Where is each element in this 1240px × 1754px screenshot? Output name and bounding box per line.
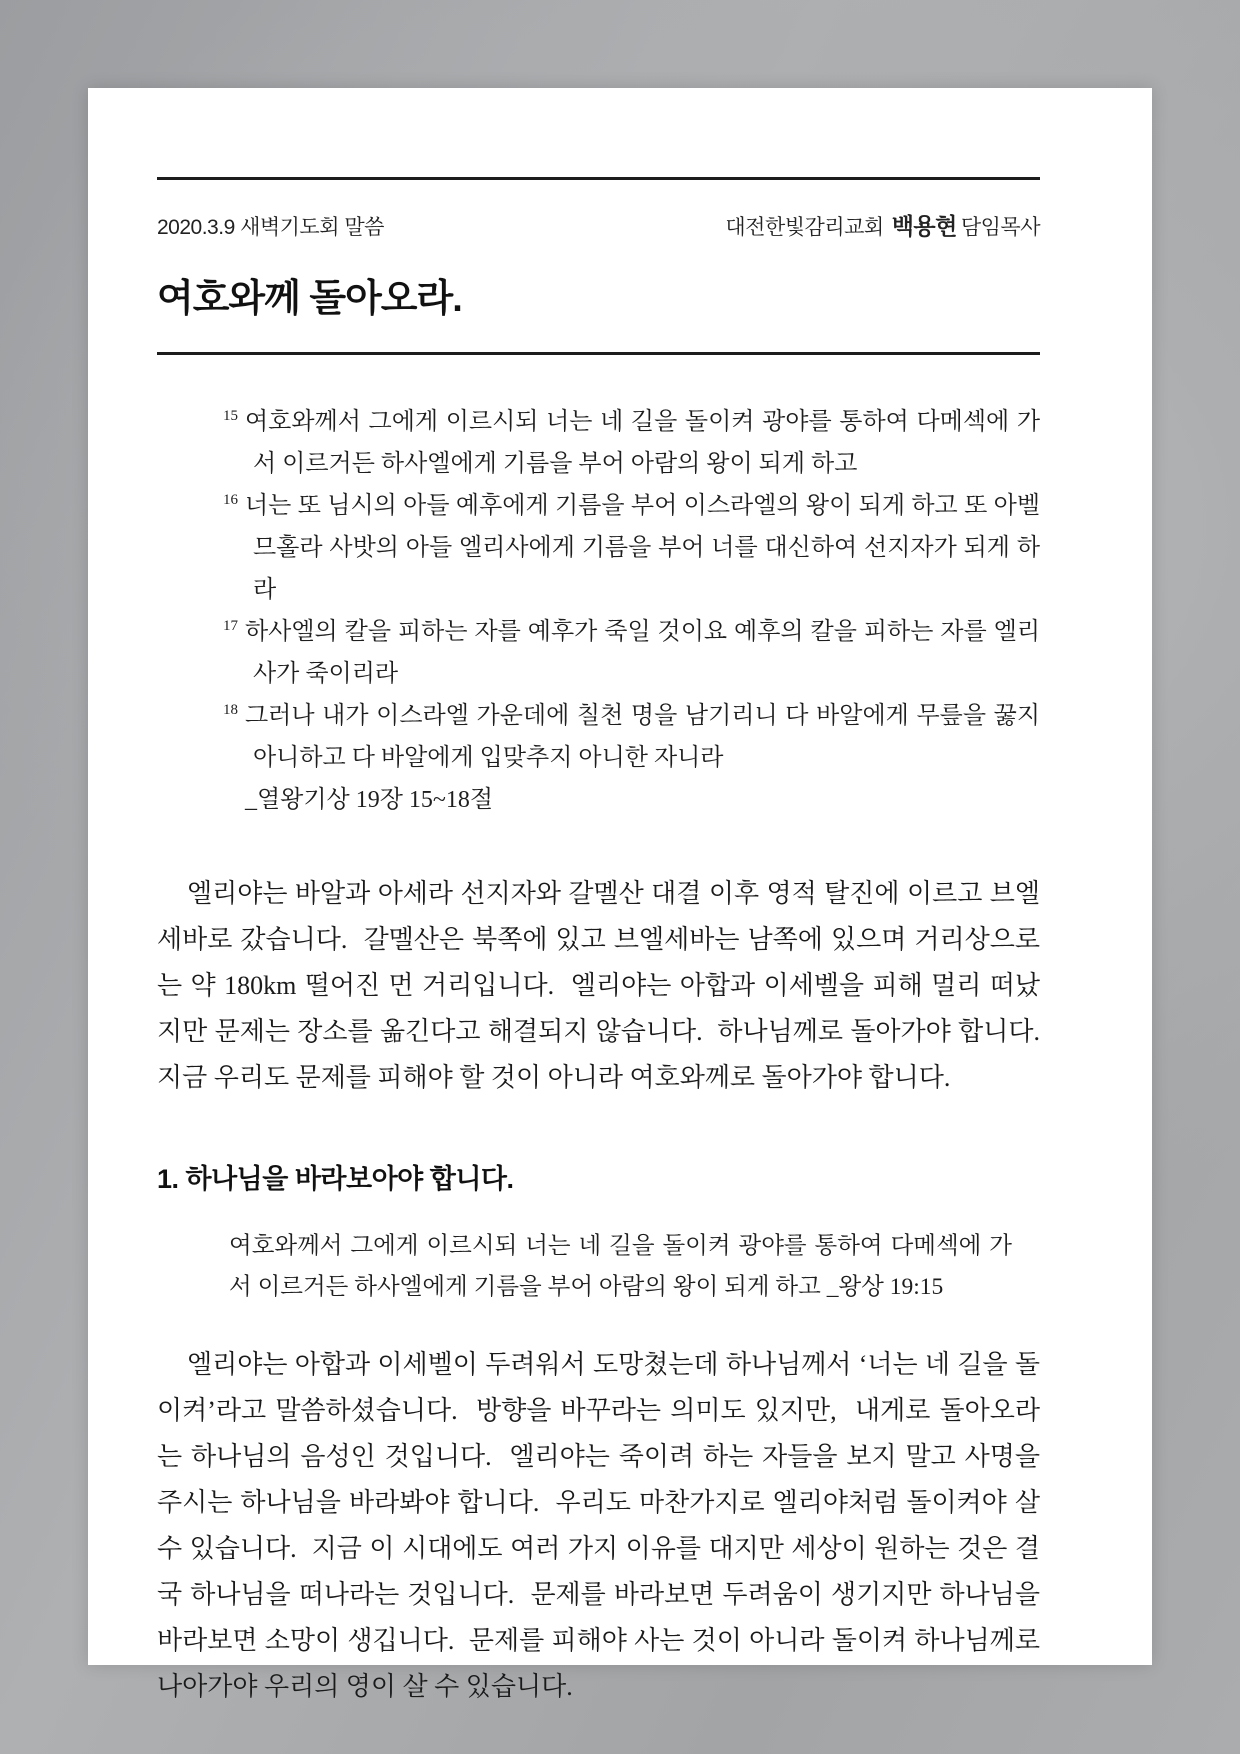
scripture-verse-18 xyxy=(223,695,1040,779)
verse-text: 여호와께서 그에게 이르시되 너는 네 길을 돌이켜 광야를 통하여 다메섹에 가서 이르거든 하사엘에게 기름을 부어 아람의 왕이 되게 하고 xyxy=(245,409,1040,477)
pastor-title: 담임목사 xyxy=(960,216,1040,239)
pastor-name: 백용현 xyxy=(891,213,957,239)
title-rule xyxy=(157,352,1040,355)
verse-number: 18 xyxy=(223,702,238,718)
sermon-date-label: 2020.3.9 새벽기도회 말씀 xyxy=(157,216,384,239)
scripture-reference: _열왕기상 19장 15~18절 xyxy=(245,787,494,813)
scripture-verse-15 xyxy=(223,401,1040,485)
scripture-block xyxy=(223,401,1040,821)
section-1-paragraph: 엘리야는 아합과 이세벨이 두려워서 도망쳤는데 하나님께서 ‘너는 네 길을 돌이켜’라고 말씀하셨습니다. 방향을 바꾸라는 의미도 있지만, 내게로 돌아오라는 하나님의 음성인 것입니다. 엘리야는 죽이려 하는 자들을 보지 말고 사명을 주시는 하나님을 바라봐야 합니다. 우리도 마찬가지로 엘리야처럼 돌이켜야 살 수 있습니다. 지금 이 시대에도 여러 가지 이유를 대지만 세상이 원하는 것은 결국 하나님을 떠나라는 것입니다. 문제를 바라보면 두려움이 생기지만 하나님을 바라보면 소망이 생깁니다. 문제를 피해야 사는 것이 아니라 돌이켜 하나님께로 나아가야 우리의 영이 살 수 있습니다. xyxy=(157,1350,1047,1701)
top-rule xyxy=(157,177,1040,180)
section-1-heading: 1. 하나님을 바라보아야 합니다. xyxy=(157,1164,514,1194)
church-name: 대전한빛감리교회 xyxy=(725,216,884,239)
section-1-quote xyxy=(229,1226,1012,1308)
verse-text: 너는 또 님시의 아들 예후에게 기름을 부어 이스라엘의 왕이 되게 하고 또 아벨므홀라 사밧의 아들 엘리사에게 기름을 부어 너를 대신하여 선지자가 되게 하라 xyxy=(245,493,1040,603)
scripture-verse-16 xyxy=(223,485,1040,611)
quote-citation: _왕상 19:15 xyxy=(826,1274,944,1300)
document-header xyxy=(157,208,1040,241)
intro-paragraph: 엘리야는 바알과 아세라 선지자와 갈멜산 대결 이후 영적 탈진에 이르고 브엘세바로 갔습니다. 갈멜산은 북쪽에 있고 브엘세바는 남쪽에 있으며 거리상으로는 약 180km 떨어진 먼 거리입니다. 엘리야는 아합과 이세벨을 피해 멀리 떠났지만 문제는 장소를 옮긴다고 해결되지 않습니다. 하나님께로 돌아가야 합니다. 지금 우리도 문제를 피해야 할 것이 아니라 여호와께로 돌아가야 합니다. xyxy=(157,879,1053,1092)
scripture-verse-17 xyxy=(223,611,1040,695)
verse-text: 그러나 내가 이스라엘 가운데에 칠천 명을 남기리니 다 바알에게 무릎을 꿇지 아니하고 다 바알에게 입맞추지 아니한 자니라 xyxy=(245,703,1040,771)
document-page xyxy=(88,88,1152,1701)
verse-number: 16 xyxy=(223,492,238,508)
quote-text: 여호와께서 그에게 이르시되 너는 네 길을 돌이켜 광야를 통하여 다메섹에 가서 이르거든 하사엘에게 기름을 부어 아람의 왕이 되게 하고 xyxy=(229,1233,1012,1300)
verse-number: 15 xyxy=(223,408,238,424)
verse-number: 17 xyxy=(223,618,238,634)
verse-text: 하사엘의 칼을 피하는 자를 예후가 죽일 것이요 예후의 칼을 피하는 자를 엘리사가 죽이리라 xyxy=(245,619,1040,687)
author-line xyxy=(725,208,1040,241)
sermon-title: 여호와께 돌아오라. xyxy=(157,278,462,320)
